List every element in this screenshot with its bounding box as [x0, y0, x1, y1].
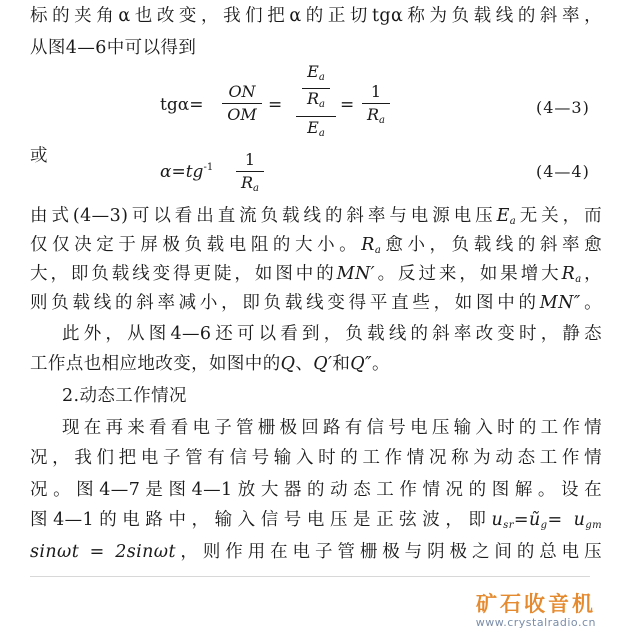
text-line: 现在再来看看电子管栅极回路有信号电压输入时的工作情: [62, 418, 602, 438]
equation-number: (4—4): [536, 162, 590, 181]
outer-denominator: $E_a$: [307, 118, 325, 139]
fraction-bar: [362, 103, 390, 104]
text-line: 此外，从图4—6还可以看到，负载线的斜率改变时，静态: [62, 324, 602, 344]
fraction-denominator: $R_a$: [240, 173, 259, 194]
text-line: 或: [30, 146, 48, 166]
watermark: [476, 588, 596, 629]
equals-sign: =: [268, 95, 283, 115]
fraction-on-om: [222, 82, 262, 125]
fraction-bar: [236, 171, 264, 172]
equation-number: (4—3): [536, 98, 590, 117]
watermark-title: 矿石收音机: [476, 592, 596, 616]
fraction-bar: [296, 116, 336, 117]
fraction-one-over-ra: [236, 150, 264, 199]
text-line: 由式(4—3)可以看出直流负载线的斜率与电源电压$E_a$无关，而: [30, 206, 602, 227]
text-line: 从图4—6中可以得到: [30, 38, 197, 58]
fraction-numerator: 1: [244, 150, 256, 169]
fraction-denominator: $R_a$: [366, 105, 385, 126]
inner-denominator: $R_a$: [306, 89, 325, 110]
fraction-numerator: 1: [370, 82, 382, 101]
equals-sign: =: [340, 95, 355, 115]
fraction-one-over-ra: [362, 82, 390, 131]
text-line: 工作点也相应地改变，如图中的Q、Q′和Q″。: [30, 354, 390, 374]
text-line: 况。图4—7是图4—1放大器的动态工作情况的图解。设在: [30, 480, 602, 500]
text-line: 仅仅决定于屏极负载电阻的大小。$R_a$愈小，负载线的斜率愈: [30, 235, 603, 256]
section-heading: 2.动态工作情况: [62, 386, 187, 406]
fraction-numerator: ON: [228, 82, 256, 101]
fraction-compound: [296, 62, 336, 144]
fraction-bar: [222, 103, 262, 104]
eq-lhs: tgα=: [160, 95, 204, 115]
watermark-url: www.crystalradio.cn: [475, 616, 596, 629]
text-line: 况，我们把电子管有信号输入时的工作情况称为动态工作情: [30, 448, 602, 468]
text-line: 图4—1的电路中，输入信号电压是正弦波，即$u_{sr}=ũ_g= u_{gm}$: [30, 510, 602, 531]
text-line: 标的夹角α也改变，我们把α的正切tgα称为负载线的斜率，: [30, 6, 602, 26]
inner-numerator: $E_a$: [302, 62, 330, 89]
fraction-denominator: OM: [227, 105, 257, 124]
text-line: 大，即负载线变得更陡，如图中的MN′。反过来，如果增大$R_a$，: [30, 264, 603, 285]
text-line: 则负载线的斜率减小，即负载线变得平直些，如图中的MN″。: [30, 293, 602, 313]
text-line: sinωt = 2sinωt，则作用在电子管栅极与阴极之间的总电压: [30, 542, 602, 562]
eq-lhs: $\alpha=tg^{-1}$: [160, 162, 214, 182]
divider: [30, 576, 590, 577]
